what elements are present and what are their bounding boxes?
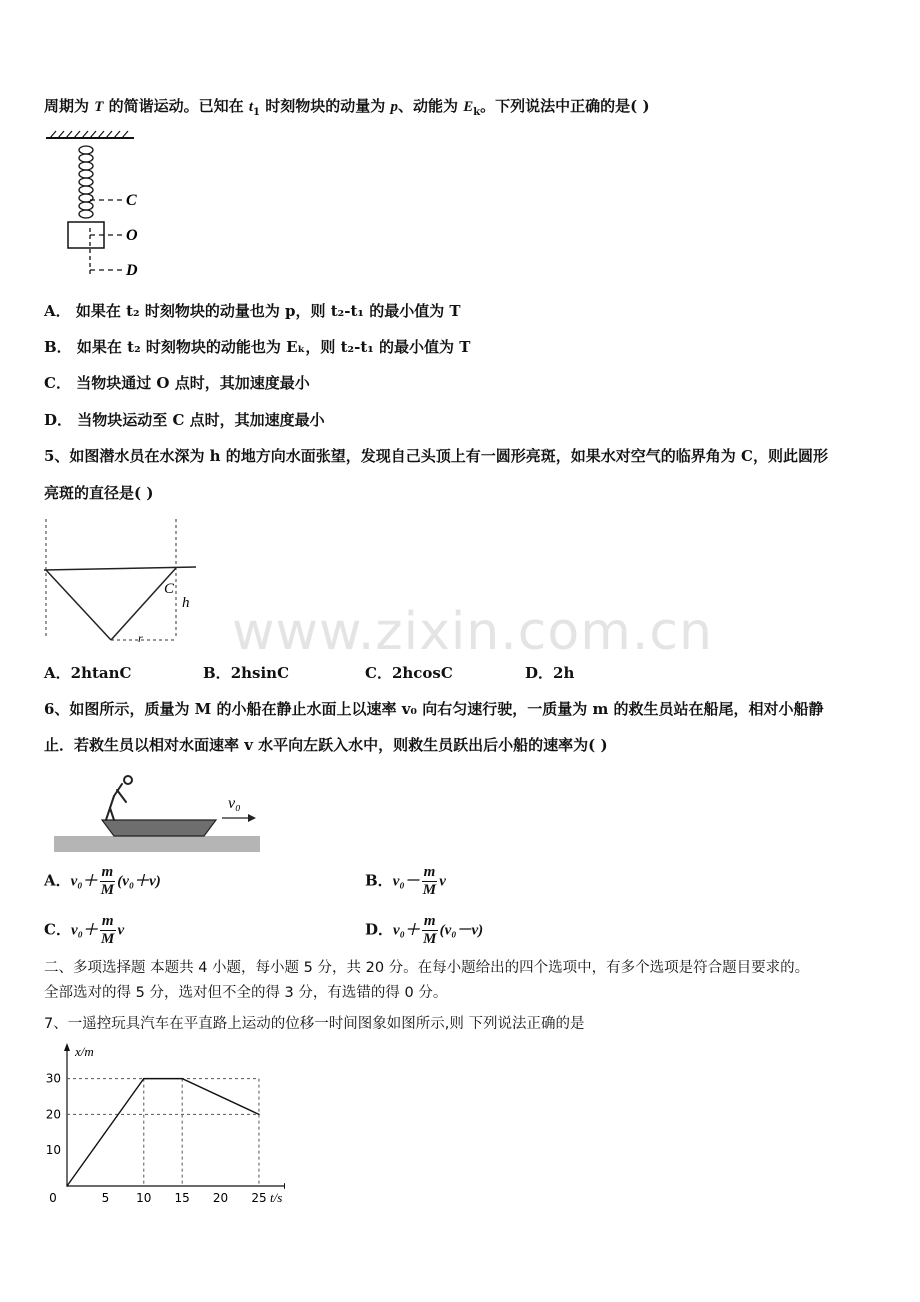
q4-option-b: B． 如果在 t₂ 时刻物块的动能也为 Eₖ，则 t₂-t₁ 的最小值为 T [44, 338, 471, 356]
data-point [66, 1185, 68, 1187]
label-velocity: v₀ [228, 795, 241, 812]
position-time-chart [40, 1040, 285, 1205]
y-axis-label: x/m [75, 1044, 94, 1059]
fraction-m-over-m: $\frac{m}{M}$ [423, 913, 437, 947]
fraction-m-over-m: $\frac{m}{M}$ [100, 864, 115, 898]
q4-stem: 周期为 T 的简谐运动。已知在 $t_1$ 时刻物块的动量为 p、动能为 $E_k$。下列说法中正确的是( ) [44, 97, 650, 118]
data-point [181, 1078, 183, 1080]
q5-option-b: B．2hsinC [203, 664, 290, 682]
diver-figure [40, 515, 200, 645]
q5-option-a: A．2htanC [44, 664, 132, 682]
q6-option-a: A．v₀＋ $\frac{m}{M}$ (v₀＋v) [44, 864, 161, 898]
q4-option-d: D． 当物块运动至 C 点时，其加速度最小 [44, 411, 325, 429]
label-c: C [126, 192, 137, 209]
x-tick-label: 25 [251, 1191, 267, 1205]
x-axis-arrow [284, 1183, 285, 1189]
x-tick-label: 15 [174, 1191, 190, 1205]
x-axis-label: t/s [270, 1190, 283, 1205]
section2-heading: 二、多项选择题 本题共 4 小题，每小题 5 分，共 20 分。在每小题给出的四个选项中，有多个选项是符合题目要求的。 [44, 960, 810, 976]
label-d: D [126, 262, 138, 279]
q6-option-b: B．v₀－ $\frac{m}{M}$ v [365, 864, 446, 898]
q6-stem-line1: 6、如图所示，质量为 M 的小船在静止水面上以速率 v₀ 向右匀速行驶，一质量为 m 的救生员站在船尾，相对小船静 [44, 700, 824, 718]
q6-stem-line2: 止．若救生员以相对水面速率 v 水平向左跃入水中，则救生员跃出后小船的速率为( ) [44, 736, 608, 754]
q4-option-c: C． 当物块通过 O 点时，其加速度最小 [44, 374, 310, 392]
x-tick-label: 20 [212, 1191, 229, 1205]
q6-option-c: C．v₀＋ $\frac{m}{M}$ v [44, 913, 125, 947]
section2-instructions: 全部选对的得 5 分，选对但不全的得 3 分，有选错的得 0 分。 [44, 985, 448, 1001]
q6-option-d: D．v₀＋ $\frac{m}{M}$ (v₀－v) [365, 913, 484, 947]
q4-option-a: A． 如果在 t₂ 时刻物块的动量也为 p，则 t₂-t₁ 的最小值为 T [44, 302, 461, 320]
y-tick-label: 30 [45, 1071, 61, 1086]
y-axis-arrow [64, 1043, 70, 1051]
q5-option-d: D．2h [525, 664, 575, 682]
x-tick-label: 10 [136, 1191, 152, 1205]
x-tick-label: 0 [49, 1191, 57, 1205]
series-line [67, 1079, 259, 1186]
watermark: www.zixin.com.cn [232, 602, 713, 662]
q5-stem-line1: 5、如图潜水员在水深为 h 的地方向水面张望，发现自己头顶上有一圆形亮斑，如果水对空气的临界角为 C，则此圆形 [44, 447, 828, 465]
y-tick-label: 20 [45, 1107, 61, 1122]
q7-stem: 7、一遥控玩具汽车在平直路上运动的位移一时间图象如图所示,则 下列说法正确的是 [44, 1016, 585, 1032]
q5-option-c: C．2hcosC [365, 664, 453, 682]
label-radius: r [138, 631, 143, 645]
label-critical-angle: C [164, 581, 175, 597]
data-point [258, 1114, 260, 1116]
spring-oscillator-figure [40, 128, 160, 288]
y-tick-label: 10 [45, 1143, 61, 1158]
x-tick-label: 5 [101, 1191, 110, 1205]
label-depth: h [182, 595, 190, 611]
label-o: O [126, 227, 138, 244]
fraction-m-over-m: $\frac{m}{M}$ [422, 864, 437, 898]
boat-figure [50, 768, 265, 858]
q5-stem-line2: 亮斑的直径是( ) [44, 484, 154, 502]
data-point [143, 1078, 145, 1080]
fraction-m-over-m: $\frac{m}{M}$ [101, 913, 115, 947]
